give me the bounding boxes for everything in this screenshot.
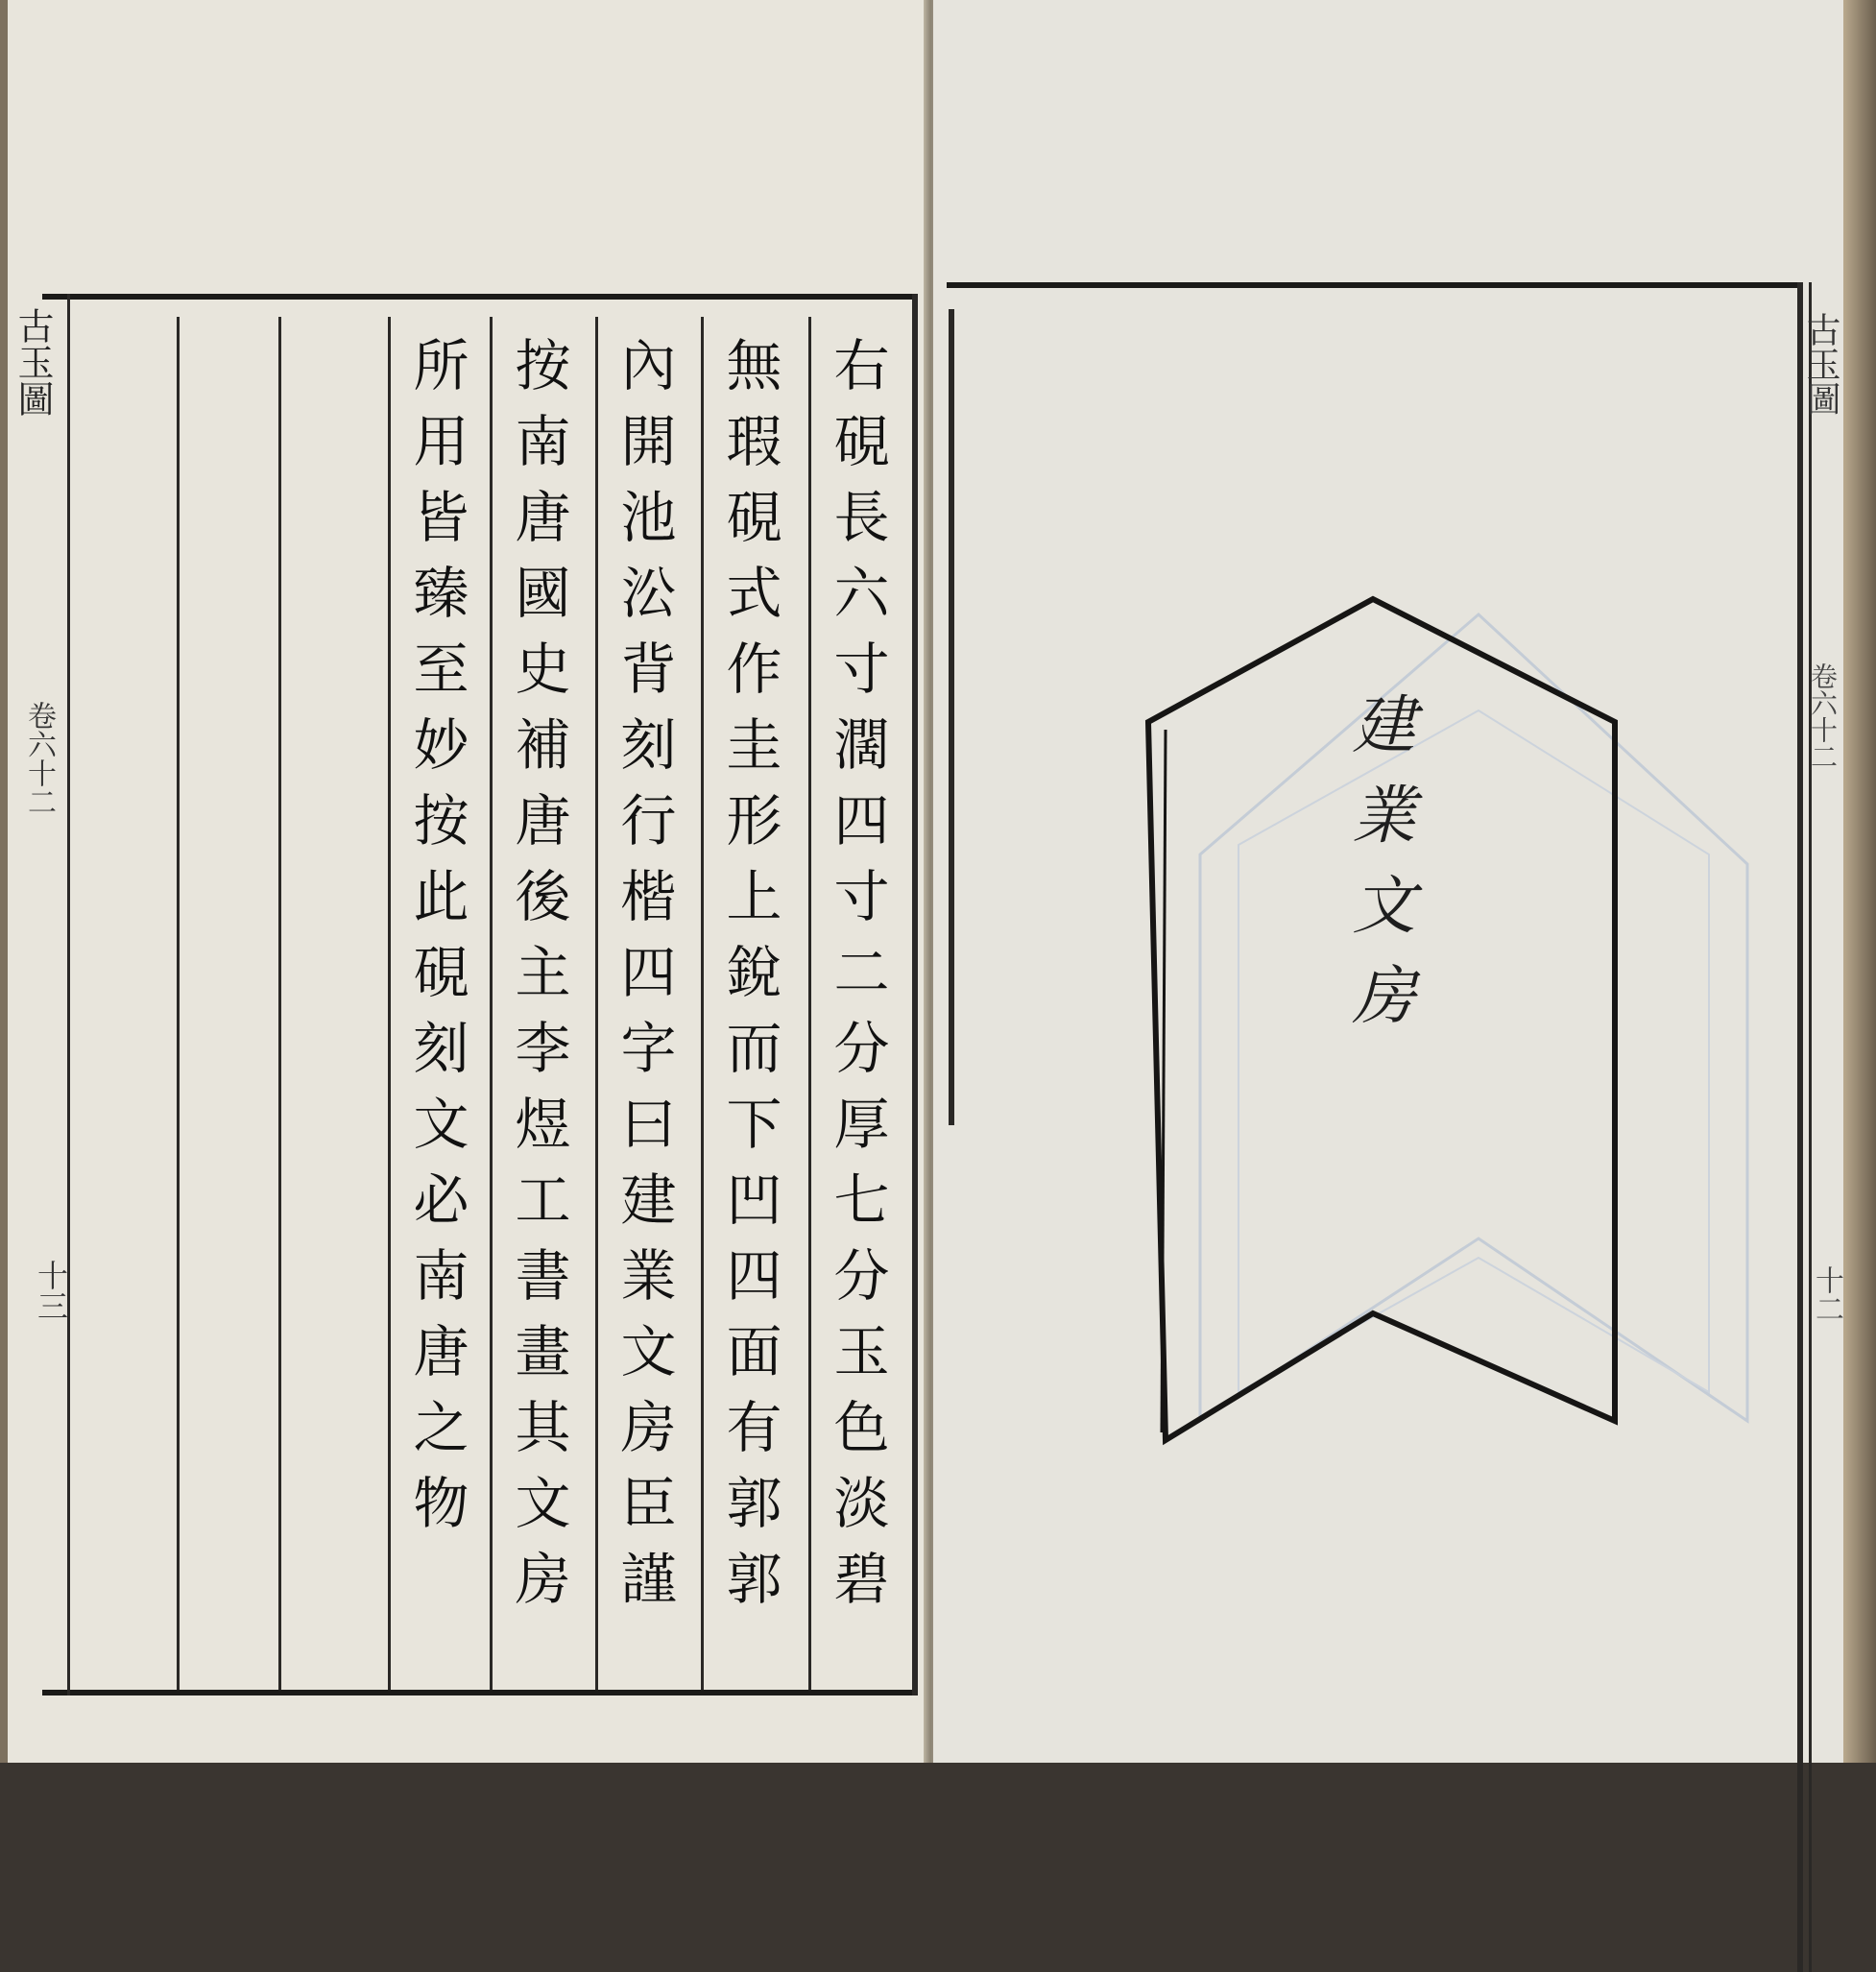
column-text: 右硯長六寸濶四寸二分厚七分玉色淡碧 xyxy=(824,336,890,1625)
folio-text: 十二 xyxy=(1810,1265,1843,1323)
juan-text: 卷六十二 xyxy=(1807,662,1839,770)
column-text: 無瑕硯式作圭形上銳而下凹四面有郭郭 xyxy=(716,336,782,1625)
inscription-text: 建業文房 xyxy=(1341,691,1415,1052)
juan-text: 卷六十二 xyxy=(22,701,56,816)
inkstone-inscription xyxy=(1339,691,1416,1052)
right-folio-number xyxy=(1805,1265,1843,1331)
book-right-edge xyxy=(1843,0,1876,1763)
right-margin-title xyxy=(1801,312,1840,416)
column-text: 按南唐國史補唐後主李煜工書畫其文房 xyxy=(505,336,571,1625)
column-text: 內開池㳂背刻行楷四字曰建業文房臣謹 xyxy=(611,336,677,1625)
folio-text: 十三 xyxy=(33,1260,69,1321)
column-text: 所用皆臻至妙按此硯刻文必南唐之物 xyxy=(403,336,469,1550)
bleed-through-outline-inner xyxy=(1239,710,1709,1392)
margin-title-text: 古玉圖 xyxy=(1801,312,1840,416)
bleed-through-outline xyxy=(1200,614,1747,1421)
right-margin-juan xyxy=(1805,662,1840,770)
margin-title-text: 古玉圖 xyxy=(12,307,54,417)
